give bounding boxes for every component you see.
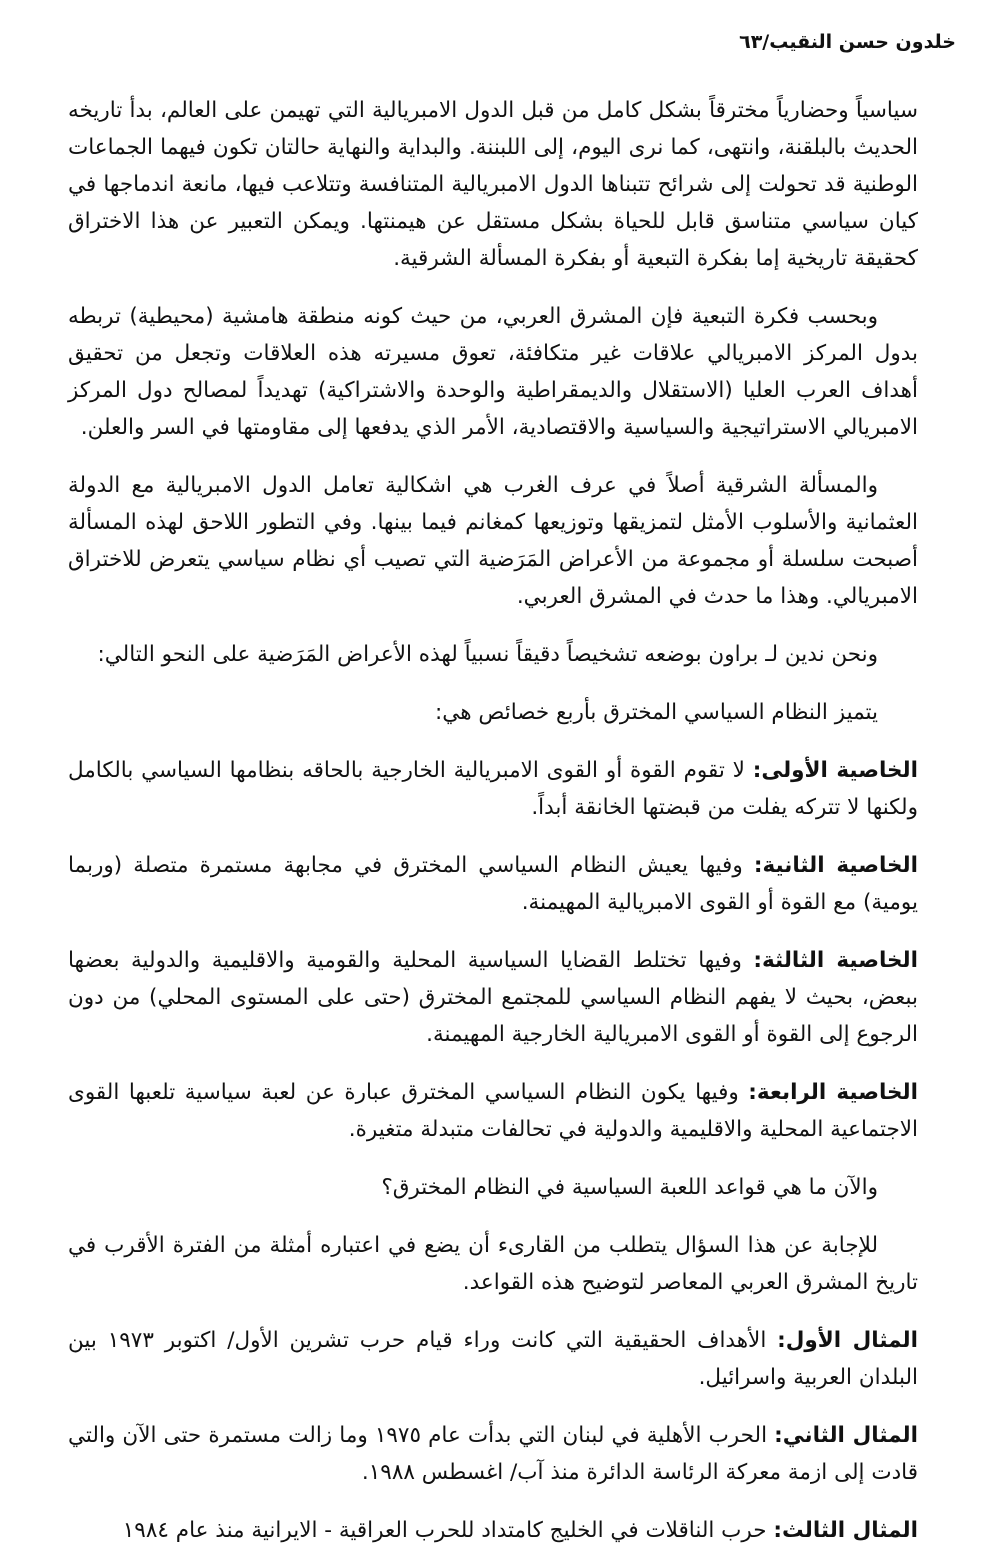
paragraph-text: لا تقوم القوة أو القوى الامبريالية الخارجية بالحاقه بنظامها السياسي بالكامل ولكنها لا تتركه يفلت من قبضتها الخانقة أبداً. bbox=[68, 758, 918, 820]
body-text bbox=[68, 92, 918, 1549]
paragraph-lead: المثال الثاني: bbox=[774, 1423, 918, 1448]
paragraph-13 bbox=[68, 1417, 918, 1491]
paragraph-text: والمسألة الشرقية أصلاً في عرف الغرب هي اشكالية تعامل الدول الامبريالية مع الدولة العثمانية والأسلوب الأمثل لتمزيقها وتوزيعها كمغانم فيما بينها. وفي التطور اللاحق لهذه المسألة أصبحت سلسلة أو مجموعة من الأعراض المَرَضية التي تصيب أي نظام سياسي يتعرض للاختراق الامبريالي. وهذا ما حدث في المشرق العربي. bbox=[68, 473, 918, 609]
paragraph-text: للإجابة عن هذا السؤال يتطلب من القارىء أن يضع في اعتباره أمثلة من الفترة الأقرب في تاريخ المشرق العربي المعاصر لتوضيح هذه القواعد. bbox=[68, 1233, 918, 1295]
paragraph-lead: الخاصية الرابعة: bbox=[748, 1080, 918, 1105]
paragraph-1 bbox=[68, 92, 918, 277]
paragraph-text: سياسياً وحضارياً مخترقاً بشكل كامل من قبل الدول الامبريالية التي تهيمن على العالم، بدأ تاريخه الحديث بالبلقنة، وانتهى، كما نرى اليوم، إلى اللبننة. والبداية والنهاية حالتان تكون فيهما الجماعات الوطنية قد تحولت إلى شرائح تتبناها الدول الامبريالية المتنافسة وتتلاعب فيها، مانعة اندماجها في كيان سياسي متناسق قابل للحياة بشكل مستقل عن هيمنتها. ويمكن التعبير عن هذا الاختراق كحقيقة تاريخية إما بفكرة التبعية أو بفكرة المسألة الشرقية. bbox=[68, 98, 918, 271]
paragraph-text: والآن ما هي قواعد اللعبة السياسية في النظام المخترق؟ bbox=[381, 1175, 878, 1200]
paragraph-text: يتميز النظام السياسي المخترق بأربع خصائص هي: bbox=[435, 700, 878, 725]
paragraph-text: وفيها يكون النظام السياسي المخترق عبارة عن لعبة سياسية تلعبها القوى الاجتماعية المحلية والاقليمية والدولية في تحالفات متبدلة متغيرة. bbox=[68, 1080, 918, 1142]
paragraph-lead: المثال الثالث: bbox=[773, 1518, 918, 1543]
paragraph-text: حرب الناقلات في الخليج كامتداد للحرب العراقية - الايرانية منذ عام ١٩٨٤ bbox=[122, 1518, 774, 1543]
paragraph-10 bbox=[68, 1169, 918, 1206]
paragraph-6 bbox=[68, 752, 918, 826]
paragraph-text: الأهداف الحقيقية التي كانت وراء قيام حرب تشرين الأول/ اكتوبر ١٩٧٣ بين البلدان العربية واسرائيل. bbox=[68, 1328, 918, 1390]
paragraph-lead: الخاصية الثالثة: bbox=[753, 948, 919, 973]
paragraph-4 bbox=[68, 636, 918, 673]
paragraph-8 bbox=[68, 942, 918, 1053]
paragraph-3 bbox=[68, 467, 918, 615]
paragraph-5 bbox=[68, 694, 918, 731]
paragraph-text: وفيها تختلط القضايا السياسية المحلية والقومية والاقليمية والدولية بعضها ببعض، بحيث لا يفهم النظام السياسي للمجتمع المخترق (حتى على المستوى المحلي) من دون الرجوع إلى القوة أو القوى الامبريالية الخارجية المهيمنة. bbox=[68, 948, 918, 1047]
paragraph-text: ونحن ندين لـ براون بوضعه تشخيصاً دقيقاً نسبياً لهذه الأعراض المَرَضية على النحو التالي: bbox=[97, 642, 878, 667]
paragraph-text: وفيها يعيش النظام السياسي المخترق في مجابهة مستمرة متصلة (وربما يومية) مع القوة أو القوى الامبريالية المهيمنة. bbox=[68, 853, 918, 915]
paragraph-2 bbox=[68, 298, 918, 446]
paragraph-11 bbox=[68, 1227, 918, 1301]
paragraph-text: وبحسب فكرة التبعية فإن المشرق العربي، من حيث كونه منطقة هامشية (محيطية) تربطه بدول المركز الامبريالي علاقات غير متكافئة، تعوق مسيرته هذه العلاقات وتجعل من تحقيق أهداف العرب العليا (الاستقلال والديمقراطية والوحدة والاشتراكية) تهديداً لمصالح دول المركز الامبريالي الاستراتيجية والسياسية والاقتصادية، الأمر الذي يدفعها إلى مقاومتها في السر والعلن. bbox=[68, 304, 918, 440]
paragraph-text: الحرب الأهلية في لبنان التي بدأت عام ١٩٧٥ وما زالت مستمرة حتى الآن والتي قادت إلى ازمة معركة الرئاسة الدائرة منذ آب/ اغسطس ١٩٨٨. bbox=[68, 1423, 918, 1485]
paragraph-lead: المثال الأول: bbox=[777, 1328, 918, 1353]
paragraph-lead: الخاصية الأولى: bbox=[752, 758, 918, 783]
paragraph-12 bbox=[68, 1322, 918, 1396]
paragraph-7 bbox=[68, 847, 918, 921]
paragraph-14 bbox=[68, 1512, 918, 1549]
paragraph-9 bbox=[68, 1074, 918, 1148]
paragraph-lead: الخاصية الثانية: bbox=[753, 853, 918, 878]
running-head: خلدون حسن النقيب/٦٣ bbox=[739, 31, 956, 53]
